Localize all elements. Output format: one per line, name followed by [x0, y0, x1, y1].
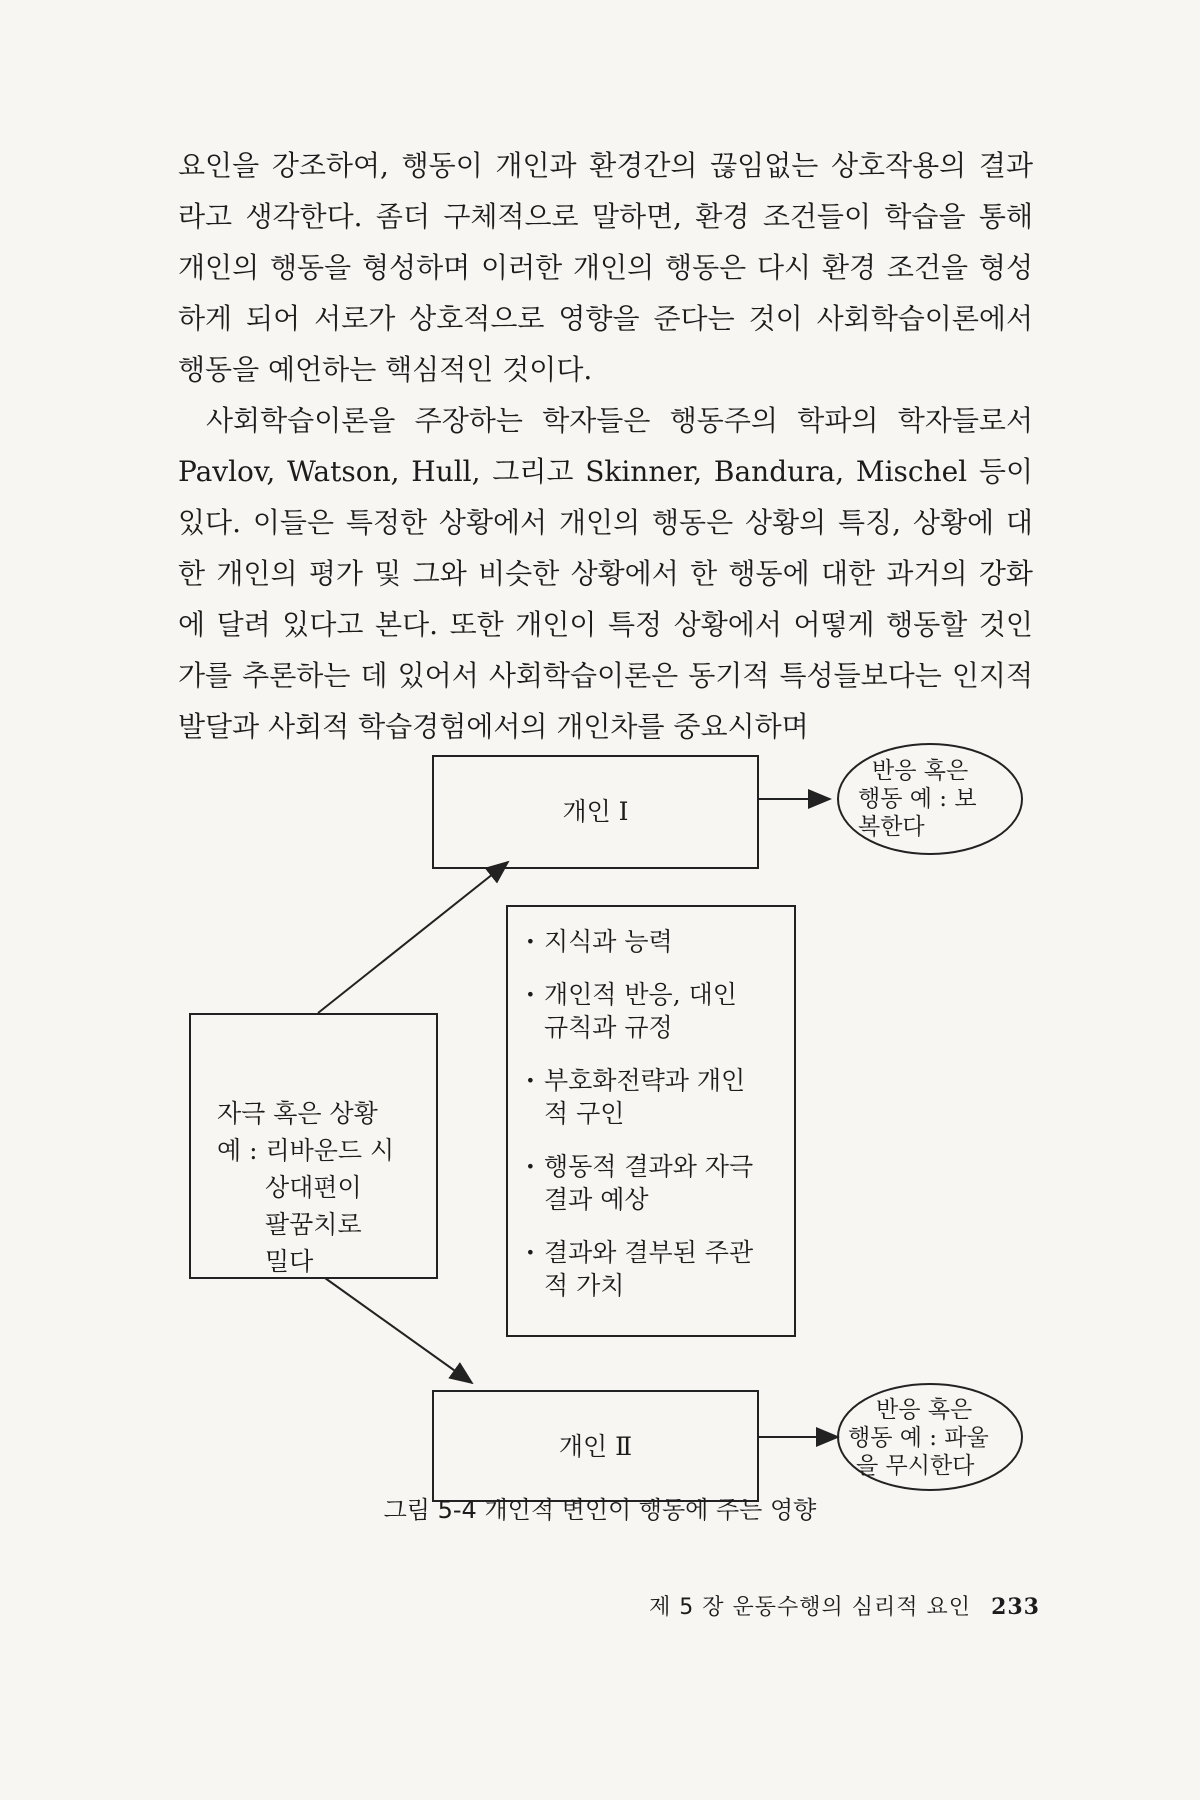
response1-line-2: 행동 예 : 보 [858, 786, 977, 812]
stimulus-box [189, 1013, 438, 1279]
paragraph-1: 요인을 강조하여, 행동이 개인과 환경간의 끊임없는 상호작용의 결과라고 생각한다. 좀더 구체적으로 말하면, 환경 조건들이 학습을 통해 개인의 행동을 형성하며 이러한 개인의 행동은 다시 환경 조건을 형성하게 되어 서로가 상호적으로 영향을 준다는 것이 사회학습이론에서 행동을 예언하는 핵심적인 것이다. [178, 149, 1033, 386]
person1-label: 개인 Ⅰ [562, 797, 629, 826]
chapter-title: 제 5 장 운동수행의 심리적 요인 [649, 1595, 972, 1620]
response1-line-1: 반응 혹은 [872, 758, 969, 784]
person1-box [432, 755, 759, 869]
response1-line-3: 복한다 [858, 814, 925, 840]
person2-label: 개인 Ⅱ [558, 1432, 633, 1461]
variable-item: · 행동적 결과와 자극결과 예상 [526, 1150, 766, 1216]
response2-line-1: 반응 혹은 [876, 1397, 973, 1423]
stimulus-line-3: 상대편이 [265, 1173, 362, 1202]
person-variables-list [526, 925, 766, 1322]
variable-item: · 지식과 능력 [526, 925, 766, 958]
arrow-stimulus-to-person1 [318, 862, 508, 1013]
variable-item: · 결과와 결부된 주관적 가치 [526, 1236, 766, 1302]
paragraph-2: 사회학습이론을 주장하는 학자들은 행동주의 학파의 학자들로서 Pavlov, Watson, Hull, 그리고 Skinner, Bandura, Mischel 등이 있다. 이들은 특정한 상황에서 개인의 행동은 상황의 특징, 상황에 대한 개인의 평가 및 그와 비슷한 상황에서 한 행동에 대한 과거의 강화에 달려 있다고 본다. 또한 개인이 특정 상황에서 어떻게 행동할 것인가를 추론하는 데 있어서 사회학습이론은 동기적 특성들보다는 인지적 발달과 사회적 학습경험에서의 개인차를 중요시하며 [178, 404, 1033, 743]
variable-item: · 부호화전략과 개인적 구인 [526, 1064, 766, 1130]
person2-box [432, 1390, 759, 1502]
stimulus-line-1: 자극 혹은 상황 [217, 1099, 378, 1128]
response1-text [858, 757, 1008, 841]
person-variables-box [506, 905, 796, 1337]
page-footer [610, 1590, 1040, 1621]
stimulus-line-5: 밀다 [265, 1247, 314, 1276]
response2-line-2: 행동 예 : 파울 [848, 1425, 989, 1451]
stimulus-line-4: 팔꿈치로 [265, 1210, 362, 1239]
variable-item: · 개인적 반응, 대인 규칙과 규정 [526, 978, 766, 1044]
page-number: 233 [991, 1594, 1040, 1620]
figure-caption: 그림 5-4 개인적 변인이 행동에 주는 영향 [383, 1496, 817, 1524]
response2-text [848, 1396, 1018, 1480]
stimulus-line-2: 예 : 리바운드 시 [217, 1136, 395, 1165]
response2-line-3: 을 무시한다 [856, 1453, 975, 1479]
stimulus-text [217, 1095, 407, 1280]
arrow-stimulus-to-person2 [325, 1278, 472, 1383]
